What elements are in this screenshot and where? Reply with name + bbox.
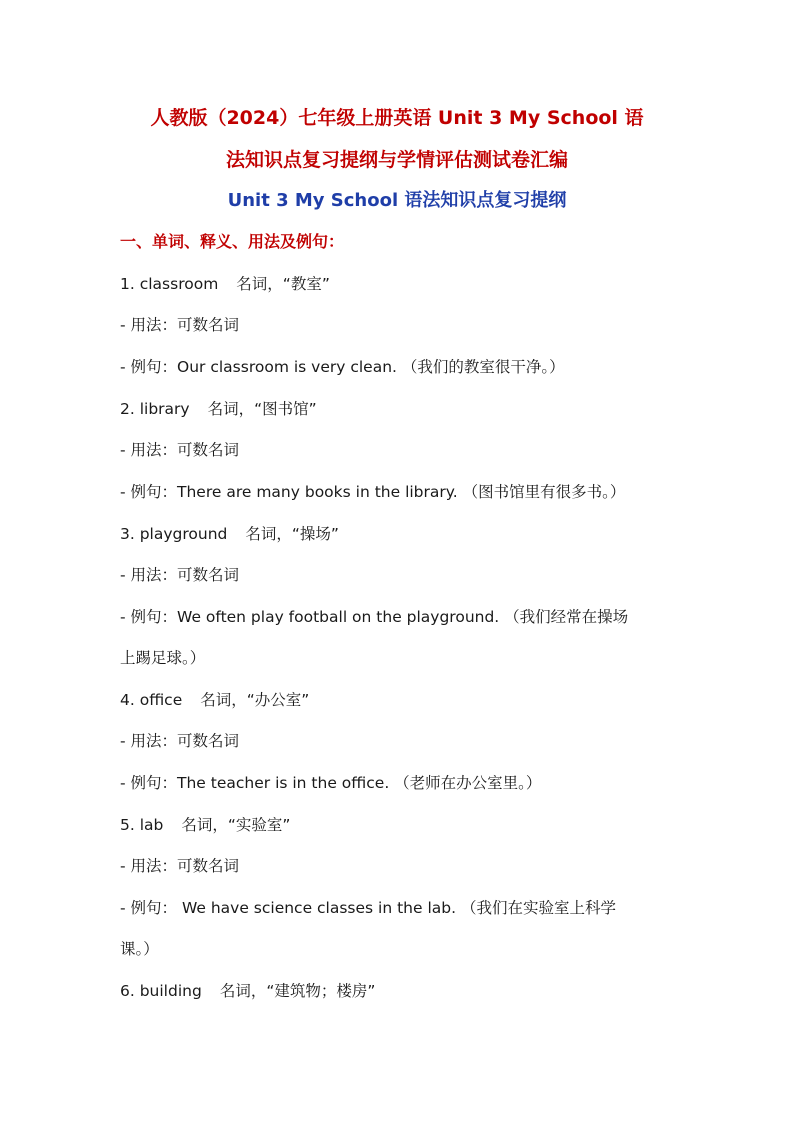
entry-headword-line	[120, 522, 339, 546]
entry-usage: - 用法：可数名词	[120, 732, 240, 750]
entry-example: - 例句：The teacher is in the office. （老师在办公室里。）	[120, 774, 542, 792]
document-title-line-2: 法知识点复习提纲与学情评估测试卷汇编	[225, 149, 568, 171]
entry-meaning: 名词，“图书馆”	[207, 400, 317, 418]
section-heading: 一、单词、释义、用法及例句：	[120, 232, 345, 251]
entry-example-continued: 上踢足球。）	[120, 649, 206, 667]
entry-example: - 例句：There are many books in the library. （图书馆里有很多书。）	[120, 483, 626, 501]
entry-word: 3. playground	[120, 525, 228, 543]
document-title-line-1: 人教版（2024）七年级上册英语 Unit 3 My School 语	[150, 107, 644, 129]
entry-meaning: 名词，“实验室”	[181, 816, 291, 834]
entry-headword-line	[120, 688, 309, 712]
entry-usage: - 用法：可数名词	[120, 441, 240, 459]
entry-meaning: 名词，“教室”	[236, 275, 330, 293]
entry-headword-line	[120, 397, 317, 421]
entry-headword-line	[120, 813, 290, 837]
entry-word: 5. lab	[120, 816, 164, 834]
entry-headword-line	[120, 979, 375, 1003]
entry-example-continued: 课。）	[120, 940, 159, 958]
entry-example: - 例句：Our classroom is very clean. （我们的教室很干净。）	[120, 358, 565, 376]
entry-meaning: 名词，“办公室”	[200, 691, 310, 709]
entry-usage: - 用法：可数名词	[120, 566, 240, 584]
entry-meaning: 名词，“建筑物；楼房”	[219, 982, 376, 1000]
document-subtitle: Unit 3 My School 语法知识点复习提纲	[227, 190, 567, 211]
entry-word: 6. building	[120, 982, 202, 1000]
entry-word: 2. library	[120, 400, 190, 418]
entry-usage: - 用法：可数名词	[120, 316, 240, 334]
entry-word: 1. classroom	[120, 275, 219, 293]
entry-example: - 例句：We often play football on the playground. （我们经常在操场	[120, 608, 629, 626]
entry-word: 4. office	[120, 691, 183, 709]
entry-example: - 例句： We have science classes in the lab. （我们在实验室上科学	[120, 899, 616, 917]
entry-usage: - 用法：可数名词	[120, 857, 240, 875]
entry-meaning: 名词，“操场”	[245, 525, 339, 543]
entry-headword-line	[120, 272, 330, 296]
